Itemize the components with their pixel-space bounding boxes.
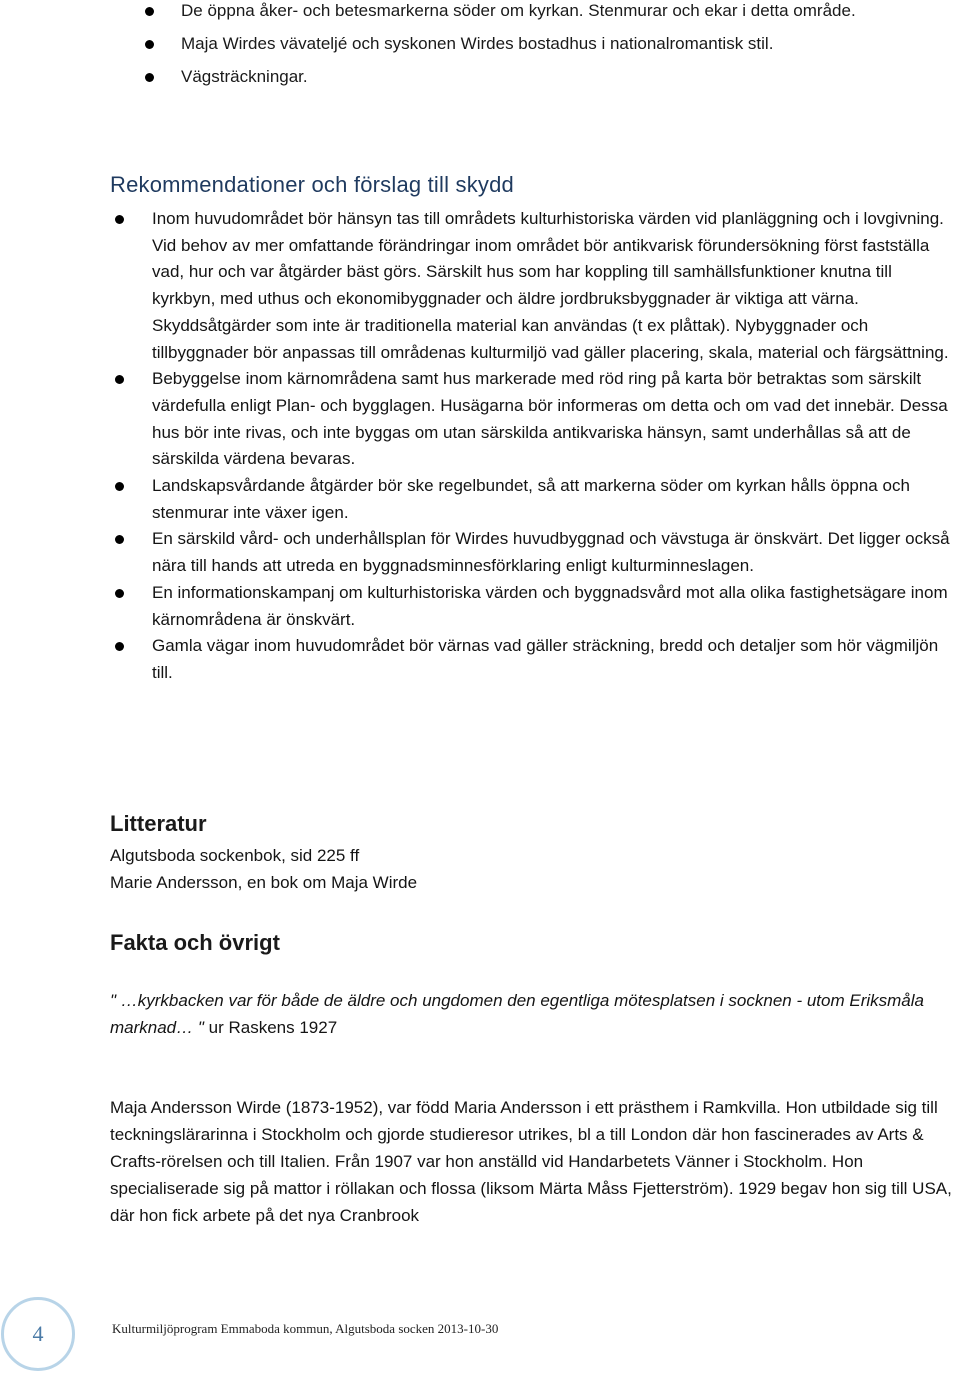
list-item: Gamla vägar inom huvudområdet bör värnas vad gäller sträckning, bredd och detaljer som hör vägmiljön till.	[0, 633, 960, 686]
list-item: Inom huvudområdet bör hänsyn tas till områdets kulturhistoriska värden vid planläggning och i lovgivning. Vid behov av mer omfattande förändringar inom området bör antikvarisk förundersökning först fastställa vad, hur och var åtgärder bäst görs. Särskilt hus som har koppling till samhällsfunktioner knutna till kyrkbyn, med uthus och ekonomibyggnader och äldre jordbruksbyggnader är viktiga att värna. Skyddsåtgärder som inte är traditionella material kan användas (t ex plåttak). Nybyggnader och tillbyggnader bör anpassas till områdenas kulturmiljö vad gäller placering, skala, material och färgsättning.	[0, 206, 960, 366]
quote-source: ur Raskens 1927	[203, 1018, 338, 1037]
literature-item: Marie Andersson, en bok om Maja Wirde	[110, 873, 418, 892]
list-item: Maja Wirdes vävateljé och syskonen Wirdes bostadhus i nationalromantisk stil.	[0, 29, 960, 59]
quote-text: " …kyrkbacken var för både de äldre och ungdomen den egentliga mötesplatsen i socknen - utom Eriksmåla marknad… "	[110, 991, 924, 1037]
footer-text: Kulturmiljöprogram Emmaboda kommun, Algutsboda socken 2013-10-30	[112, 1321, 499, 1336]
recommendations-list	[0, 206, 960, 687]
page-number: 4	[32, 1321, 44, 1346]
list-item: Bebyggelse inom kärnområdena samt hus markerade med röd ring på karta bör betraktas som särskilt värdefulla enligt Plan- och bygglagen. Husägarna bör informeras om detta och om vad det innebär. Dessa hus bör inte rivas, och inte byggas om utan särskilda antikvariska hänsyn, samt underhållas så att de särskilda värdena bevaras.	[0, 366, 960, 473]
list-item: De öppna åker- och betesmarkerna söder om kyrkan. Stenmurar och ekar i detta område.	[0, 0, 960, 26]
recommendations-heading: Rekommendationer och förslag till skydd	[110, 172, 514, 197]
literature-list	[110, 842, 417, 896]
list-item: Landskapsvårdande åtgärder bör ske regelbundet, så att markerna söder om kyrkan hålls öppna och stenmurar inte växer igen.	[0, 473, 960, 526]
top-bullet-list	[0, 0, 960, 92]
quote	[110, 987, 960, 1041]
list-item: Vägsträckningar.	[0, 62, 960, 92]
page-number-badge	[1, 1297, 75, 1371]
facts-heading: Fakta och övrigt	[110, 930, 280, 955]
literature-item: Algutsboda sockenbok, sid 225 ff	[110, 846, 360, 865]
biography-paragraph: Maja Andersson Wirde (1873-1952), var född Maria Andersson i ett prästhem i Ramkvilla. Hon utbildade sig till teckningslärarinna i Stockholm och gjorde studieresor utrikes, bl a till London där hon fascinerades av Arts & Crafts-rörelsen och till Italien. Från 1907 var hon anställd vid Handarbetets Vänner i Stockholm. Hon specialiserade sig på mattor i röllakan och flossa (liksom Märta Måss Fjetterström). 1929 begav hon sig till USA, där hon fick arbete på det nya Cranbrook	[110, 1098, 952, 1225]
literature-heading: Litteratur	[110, 811, 207, 836]
list-item: En informationskampanj om kulturhistoriska värden och byggnadsvård mot alla olika fastighetsägare inom kärnområdena är önskvärt.	[0, 580, 960, 633]
list-item: En särskild vård- och underhållsplan för Wirdes huvudbyggnad och vävstuga är önskvärt. Det ligger också nära till hands att utreda en byggnadsminnesförklaring enligt kulturminneslagen.	[0, 526, 960, 579]
